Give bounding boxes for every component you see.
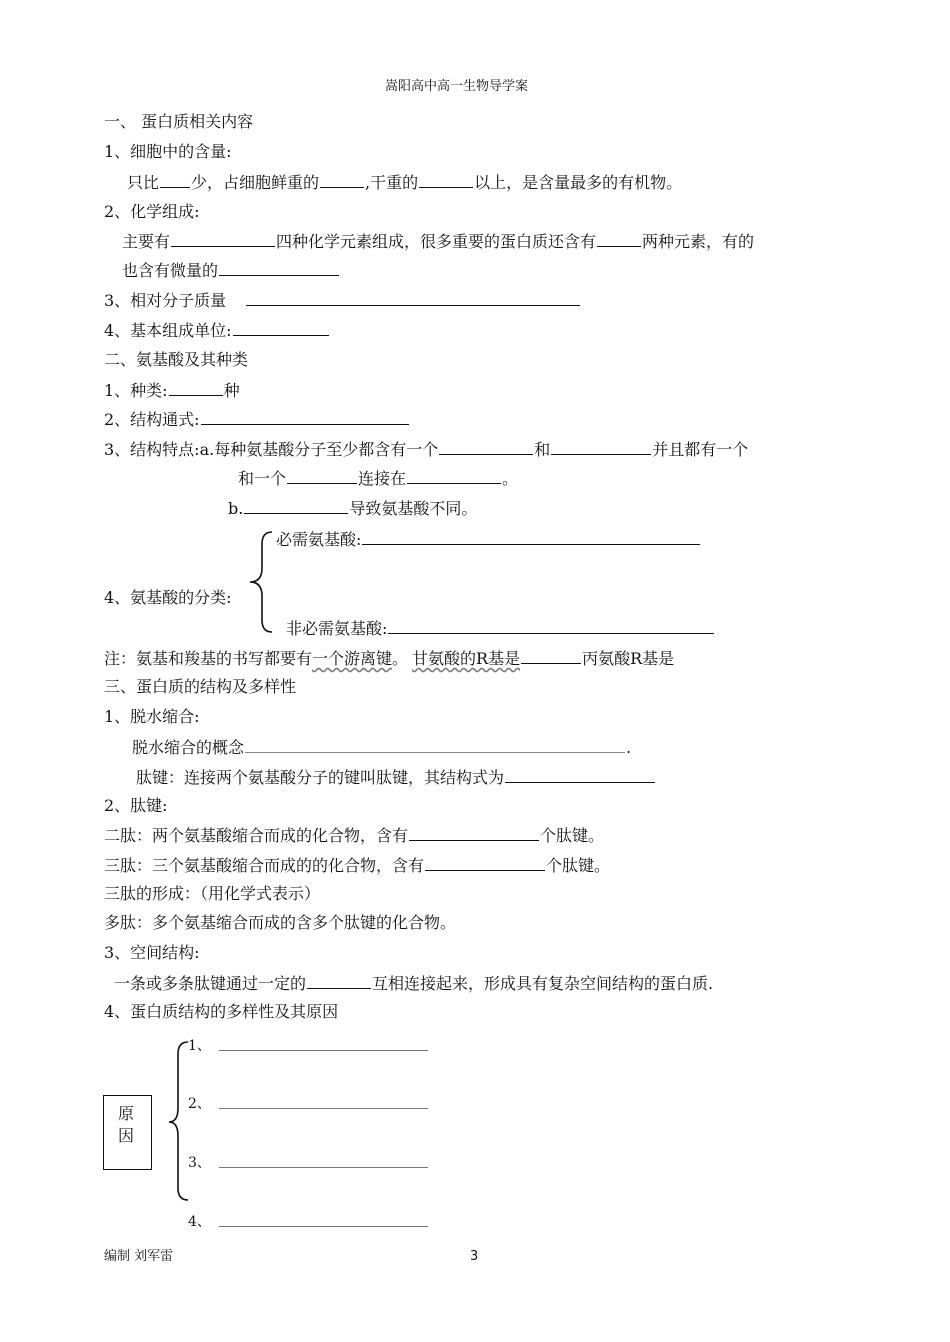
reason-line-3[interactable] (219, 1167, 428, 1168)
s3-q1-peptide-line: 肽键：连接两个氨基酸分子的键叫肽键，其结构式为 (136, 767, 656, 788)
blank-field[interactable] (171, 231, 275, 247)
s2-note-line: 注：氨基和羧基的书写都要有一个游离键。 甘氨酸的R基是 丙氨酸R基是 (104, 649, 675, 668)
section-2-heading: 二、氨基酸及其种类 (104, 350, 249, 369)
blank-field[interactable] (597, 231, 641, 247)
s3-q2-label: 2、肽键: (104, 796, 168, 815)
reason-line-1[interactable] (219, 1050, 428, 1051)
s2-q4-label: 4、氨基酸的分类: (104, 588, 232, 607)
blank-field[interactable] (521, 648, 581, 664)
s1-q2-line: 主要有 四种化学元素组成，很多重要的蛋白质还含有 两种元素，有的 (122, 232, 755, 251)
blank-field[interactable] (169, 380, 223, 396)
tripeptide-line: 三肽：三个氨基酸缩合而成的的化合物，含有 个肽键。 (104, 856, 611, 875)
s2-q3-line3: b. 导致氨基酸不同。 (228, 499, 478, 518)
s3-q3-label: 3、空间结构: (104, 943, 200, 962)
reasons-brace (166, 1040, 192, 1202)
s3-q3-line: 一条或多条肽键通过一定的 互相连接起来，形成具有复杂空间结构的蛋白质. (114, 974, 714, 993)
dipeptide-line: 二肽：两个氨基酸缩合而成的化合物，含有 个肽键。 (104, 826, 605, 845)
page-title: 嵩阳高中高一生物导学案 (385, 79, 529, 94)
s1-q4-line: 4、基本组成单位: (104, 320, 330, 341)
blank-field[interactable] (419, 172, 473, 188)
classification-brace (246, 530, 276, 634)
blank-field[interactable] (439, 439, 533, 455)
s1-q1-line: 只比 少，占细胞鲜重的 ,干重的 以上，是含量最多的有机物。 (127, 173, 683, 192)
blank-field[interactable] (551, 439, 651, 455)
s1-q3-line: 3、相对分子质量 (104, 290, 581, 311)
blank-field[interactable] (505, 767, 655, 783)
blank-field[interactable] (362, 529, 700, 545)
reason-item-3: 3、 (188, 1155, 211, 1171)
nonessential-amino-acid-line: 非必需氨基酸: (286, 618, 715, 639)
footer-author: 编制 刘军雷 (104, 1249, 174, 1264)
blank-field[interactable] (287, 468, 357, 484)
tripeptide-formation: 三肽的形成：（用化学式表示） (104, 884, 321, 903)
blank-field[interactable] (219, 260, 339, 276)
blank-field[interactable] (425, 855, 545, 871)
section-1-heading: 一、 蛋白质相关内容 (104, 112, 254, 131)
s3-q1-concept-line: 脱水缩合的概念 . (132, 738, 632, 757)
page-number: 3 (470, 1249, 479, 1264)
s1-q1-label: 1、细胞中的含量: (104, 142, 232, 161)
blank-field[interactable] (160, 172, 190, 188)
section-3-heading: 三、蛋白质的结构及多样性 (104, 677, 297, 696)
reason-line-4[interactable] (219, 1226, 428, 1227)
essential-amino-acid-line: 必需氨基酸: (276, 529, 701, 550)
reason-line-2[interactable] (219, 1108, 428, 1109)
blank-field[interactable] (245, 737, 625, 753)
reason-box-char-2: 因 (118, 1126, 135, 1145)
blank-field[interactable] (307, 973, 371, 989)
reason-box-char-1: 原 (118, 1104, 135, 1123)
blank-field[interactable] (388, 618, 714, 634)
s3-q1-label: 1、脱水缩合: (104, 707, 200, 726)
reason-item-4: 4、 (188, 1214, 211, 1230)
blank-field[interactable] (233, 320, 329, 336)
s3-q4-label: 4、蛋白质结构的多样性及其原因 (104, 1002, 339, 1021)
s1-q2-line2: 也含有微量的 (122, 260, 340, 281)
blank-field[interactable] (201, 409, 409, 425)
blank-field[interactable] (320, 172, 364, 188)
s1-q2-label: 2、化学组成: (104, 202, 200, 221)
polypeptide-line: 多肽：多个氨基缩合而成的含多个肽键的化合物。 (104, 913, 457, 932)
blank-field[interactable] (246, 290, 580, 306)
s2-q2-line: 2、结构通式: (104, 409, 410, 430)
s2-q1-line: 1、种类: 种 (104, 381, 240, 400)
blank-field[interactable] (407, 468, 501, 484)
blank-field[interactable] (244, 498, 348, 514)
reason-item-2: 2、 (188, 1096, 211, 1112)
reason-item-1: 1、 (188, 1038, 211, 1054)
s2-q3-line: 3、结构特点:a.每种氨基酸分子至少都含有一个 和 并且都有一个 (104, 440, 749, 459)
blank-field[interactable] (409, 825, 539, 841)
s2-q3-line2: 和一个 连接在 。 (238, 469, 519, 488)
